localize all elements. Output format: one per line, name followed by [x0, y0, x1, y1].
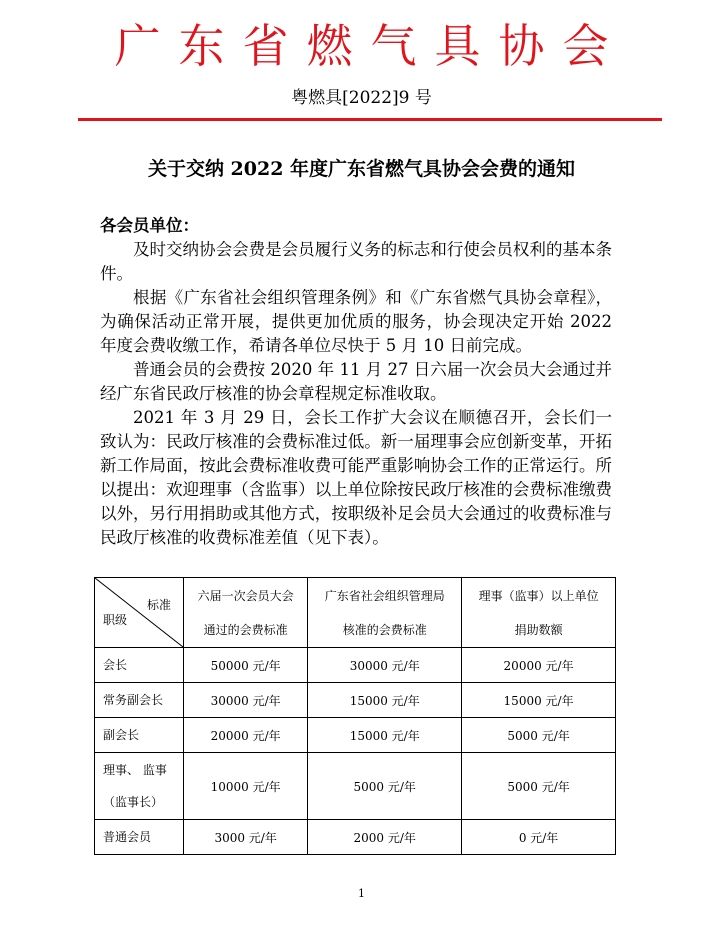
column-header-line: 通过的会费标准 [203, 622, 288, 637]
salutation: 各会员单位： [100, 216, 199, 235]
fee-cell: 30000 元/年 [184, 683, 308, 718]
fee-cell: 20000 元/年 [462, 648, 616, 683]
rank-cell: 普通会员 [95, 820, 184, 855]
fee-cell: 10000 元/年 [184, 753, 308, 820]
fee-cell: 5000 元/年 [462, 753, 616, 820]
table-row [95, 753, 616, 820]
column-header [462, 578, 616, 648]
fee-cell: 15000 元/年 [462, 683, 616, 718]
rank-cell [95, 753, 184, 820]
letterhead-divider [78, 118, 662, 121]
notice-title: 关于交纳 2022 年度广东省燃气具协会会费的通知 [147, 158, 576, 180]
column-header-line: 理事（监事）以上单位 [478, 588, 599, 603]
fee-cell: 15000 元/年 [308, 718, 462, 753]
column-header-line: 捐助数额 [514, 622, 563, 637]
body-paragraph: 2021 年 3 月 29 日，会长工作扩大会议在顺德召开，会长们一致认为：民政厅核准的会费标准过低。新一届理事会应创新变革，开拓新工作局面，按此会费标准收费可能严重影响协会工作的正常运行。所以提出：欢迎理事（含监事）以上单位除按民政厅核准的会费标准缴费以外，另行用捐助或其他方式，按职级补足会员大会通过的收费标准与民政厅核准的收费标准差值（见下表）。 [100, 408, 612, 547]
rank-cell: 常务副会长 [95, 683, 184, 718]
rank-line: （监事长） [103, 795, 164, 809]
fee-cell: 50000 元/年 [184, 648, 308, 683]
fee-cell: 5000 元/年 [308, 753, 462, 820]
fee-cell: 15000 元/年 [308, 683, 462, 718]
rank-line: 理事、 监事 [103, 763, 167, 777]
fee-cell: 5000 元/年 [462, 718, 616, 753]
table-row [95, 648, 616, 683]
table-header-row [95, 578, 616, 648]
table-row [95, 820, 616, 855]
document-number: 粤燃具[2022]9 号 [291, 88, 432, 108]
table-row [95, 683, 616, 718]
fee-cell: 20000 元/年 [184, 718, 308, 753]
column-header-line: 六届一次会员大会 [197, 588, 294, 603]
fee-cell: 0 元/年 [462, 820, 616, 855]
header-rank-label: 职级 [103, 613, 128, 627]
fee-cell: 30000 元/年 [308, 648, 462, 683]
body-paragraph: 普通会员的会费按 2020 年 11 月 27 日六届一次会员大会通过并经广东省民政厅核准的协会章程规定标准收取。 [100, 360, 612, 403]
rank-cell: 副会长 [95, 718, 184, 753]
page-number: 1 [358, 887, 365, 900]
fee-cell: 2000 元/年 [308, 820, 462, 855]
body-paragraph: 根据《广东省社会组织管理条例》和《广东省燃气具协会章程》，为确保活动正常开展，提供更加优质的服务，协会现决定开始 2022 年度会费收缴工作，希请各单位尽快于 5 月 10 日前完成。 [100, 288, 612, 355]
organization-letterhead: 广东省燃气具协会 [114, 19, 627, 73]
column-header-line: 核准的会费标准 [342, 622, 427, 637]
body-paragraph: 及时交纳协会会费是会员履行义务的标志和行使会员权利的基本条件。 [100, 240, 612, 283]
fee-standard-table [94, 577, 616, 855]
diagonal-header-cell [95, 578, 184, 648]
notice-body [100, 214, 612, 550]
table-row [95, 718, 616, 753]
column-header [184, 578, 308, 648]
column-header [308, 578, 462, 648]
header-standard-label: 标准 [146, 598, 171, 612]
rank-cell: 会长 [95, 648, 184, 683]
fee-cell: 3000 元/年 [184, 820, 308, 855]
column-header-line: 广东省社会组织管理局 [324, 588, 445, 603]
